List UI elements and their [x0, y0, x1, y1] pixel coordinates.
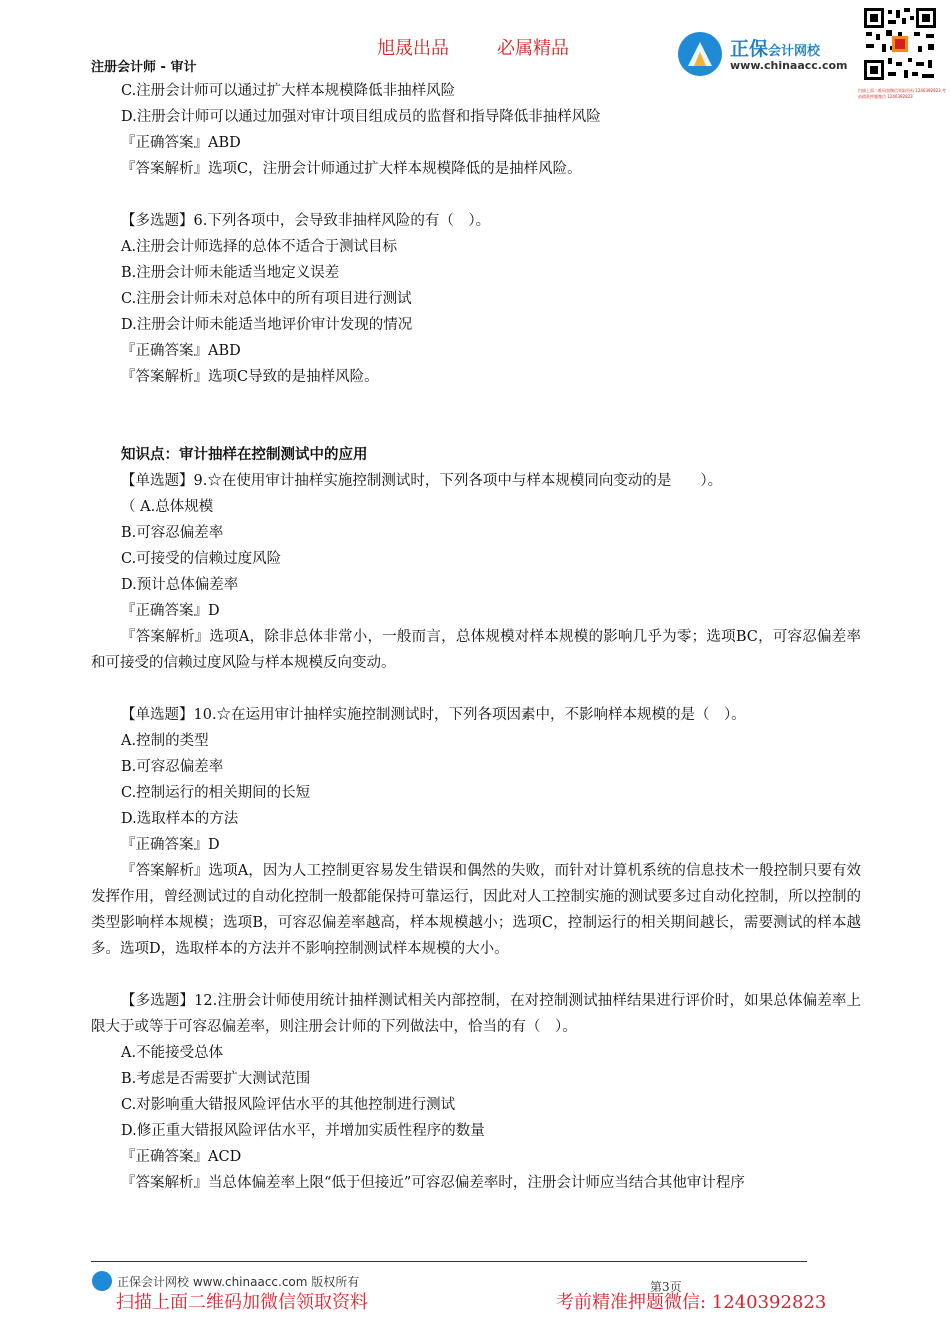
question-paragraph: 【多选题】12.注册会计师使用统计抽样测试相关内部控制，在对控制测试抽样结果进行评价时，如果总体偏差率上限大于或等于可容忍偏差率，则注册会计师的下列做法中，恰当的有（ ）。 [91, 993, 861, 1035]
promo-left: 扫描上面二维码加微信领取资料 [116, 1292, 368, 1313]
option-line: A.不能接受总体 [121, 1045, 224, 1061]
logo-emblem-icon [678, 32, 722, 76]
brand-slogan-right: 必属精品 [497, 38, 569, 59]
option-line: C.控制运行的相关期间的长短 [121, 785, 311, 801]
option-line: C.注册会计师可以通过扩大样本规模降低非抽样风险 [121, 83, 456, 99]
question-line: 【多选题】6.下列各项中，会导致非抽样风险的有（ ）。 [121, 213, 491, 229]
option-line: A.控制的类型 [121, 733, 209, 749]
option-line: （ A.总体规模 [121, 499, 214, 515]
option-line: D.选取样本的方法 [121, 811, 239, 827]
option-line: B.考虑是否需要扩大测试范围 [121, 1071, 311, 1087]
qr-caption: 扫描上面二维码加微信领取资料 1240392823 考前精准押题微信 1240392823 [858, 88, 946, 99]
answer-line: 『正确答案』ACD [121, 1149, 242, 1165]
footer-divider [91, 1261, 807, 1262]
promo-right: 考前精准押题微信: 1240392823 [556, 1292, 827, 1313]
page-number: 第3页 [650, 1280, 682, 1294]
option-line: C.对影响重大错报风险评估水平的其他控制进行测试 [121, 1097, 456, 1113]
analysis-line: 『答案解析』当总体偏差率上限“低于但接近”可容忍偏差率时，注册会计师应当结合其他审计程序 [121, 1175, 745, 1191]
section-heading: 知识点：审计抽样在控制测试中的应用 [121, 447, 368, 463]
answer-line: 『正确答案』ABD [121, 343, 241, 359]
answer-line: 『正确答案』ABD [121, 135, 241, 151]
answer-line: 『正确答案』D [121, 837, 220, 853]
option-line: D.注册会计师可以通过加强对审计项目组成员的监督和指导降低非抽样风险 [121, 109, 601, 125]
footer-logo-icon [92, 1271, 112, 1291]
question-line: 【单选题】10.☆在运用审计抽样实施控制测试时，下列各项因素中，不影响样本规模的是（ ）。 [121, 707, 746, 723]
analysis-paragraph: 『答案解析』选项A，除非总体非常小，一般而言，总体规模对样本规模的影响几乎为零；选项BC，可容忍偏差率和可接受的信赖过度风险与样本规模反向变动。 [91, 629, 861, 671]
chinaacc-logo[interactable] [678, 28, 858, 80]
analysis-line: 『答案解析』选项C导致的是抽样风险。 [121, 369, 379, 385]
logo-suffix: 会计网校 [768, 44, 821, 59]
option-line: B.可容忍偏差率 [121, 759, 224, 775]
option-line: B.注册会计师未能适当地定义误差 [121, 265, 340, 281]
subject-title: 注册会计师 - 审计 [91, 60, 197, 75]
logo-name: 正保 [730, 38, 769, 60]
brand-slogan-left: 旭晟出品 [377, 38, 449, 59]
document-body [91, 78, 861, 1196]
footer-copyright: 正保会计网校 www.chinaacc.com 版权所有 [117, 1275, 360, 1289]
answer-line: 『正确答案』D [121, 603, 220, 619]
option-line: D.预计总体偏差率 [121, 577, 239, 593]
option-line: A.注册会计师选择的总体不适合于测试目标 [121, 239, 398, 255]
analysis-line: 『答案解析』选项C，注册会计师通过扩大样本规模降低的是抽样风险。 [121, 161, 582, 177]
option-line: D.注册会计师未能适当地评价审计发现的情况 [121, 317, 413, 333]
analysis-paragraph: 『答案解析』选项A，因为人工控制更容易发生错误和偶然的失败，而针对计算机系统的信息技术一般控制只要有效发挥作用，曾经测试过的自动化控制一般都能保持可靠运行，因此对人工控制实施的测试要多过自动化控制，所以控制的类型影响样本规模；选项B，可容忍偏差率越高，样本规模越小；选项C，控制运行的相关期间越长，需要测试的样本越多。选项D，选取样本的方法并不影响控制测试样本规模的大小。 [91, 863, 861, 957]
option-line: C.注册会计师未对总体中的所有项目进行测试 [121, 291, 412, 307]
qr-code-icon[interactable] [862, 6, 938, 82]
option-line: D.修正重大错报风险评估水平，并增加实质性程序的数量 [121, 1123, 485, 1139]
option-line: B.可容忍偏差率 [121, 525, 224, 541]
option-line: C.可接受的信赖过度风险 [121, 551, 282, 567]
logo-url: www.chinaacc.com [730, 59, 848, 72]
question-line: 【单选题】9.☆在使用审计抽样实施控制测试时，下列各项中与样本规模同向变动的是 ）。 [121, 473, 723, 489]
